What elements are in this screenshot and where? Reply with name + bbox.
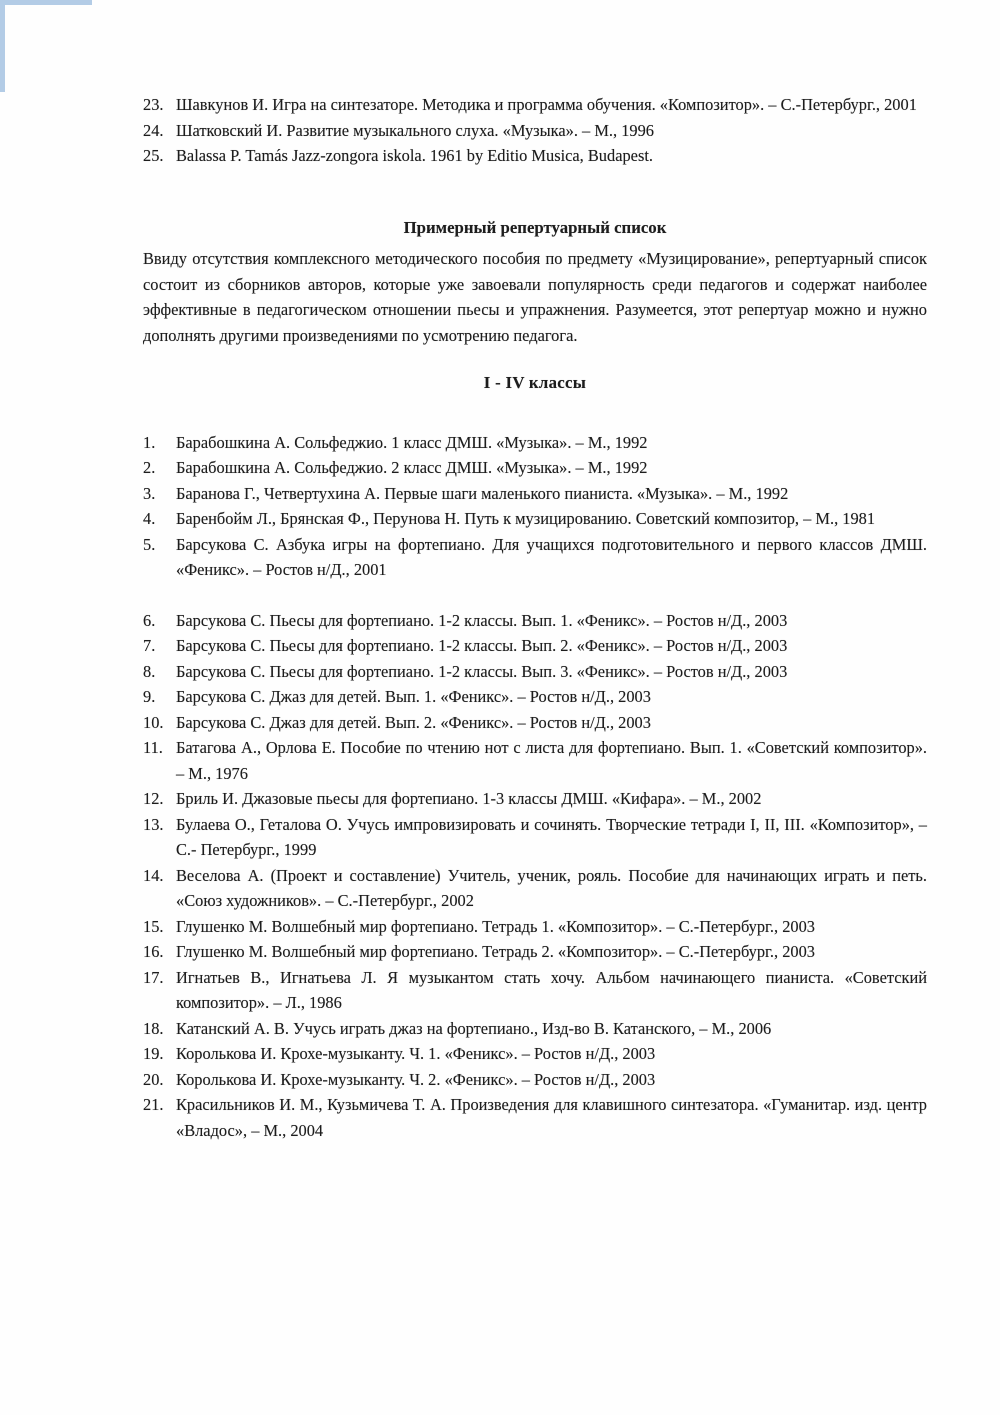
list-item-number: 12. (143, 789, 164, 808)
list-item (143, 532, 927, 583)
list-item-text: Барсукова С. Азбука игры на фортепиано. Для учащихся подготовительного и первого классов ДМШ. «Феникс». – Ростов н/Д., 2001 (176, 534, 927, 579)
list-item-text: Шавкунов И. Игра на синтезаторе. Методика и программа обучения. «Композитор». – С.-Петербург., 2001 (176, 95, 917, 114)
list-item (143, 608, 927, 634)
grade-range-heading: I - IV классы (483, 373, 587, 392)
repertoire-list-grades-1-4 (143, 430, 927, 1144)
list-item-number: 6. (143, 610, 156, 630)
list-item-text: Катанский А. В. Учусь играть джаз на фортепиано., Изд-во В. Катанского, – М., 2006 (176, 1018, 772, 1038)
list-item-text: Глушенко М. Волшебный мир фортепиано. Тетрадь 2. «Композитор». – С.-Петербург., 2003 (176, 942, 815, 961)
list-item (143, 914, 927, 940)
list-item-text: Королькова И. Крохе-музыканту. Ч. 1. «Феникс». – Ростов н/Д., 2003 (176, 1044, 656, 1063)
list-item (143, 92, 927, 118)
list-item-text: Батагова А., Орлова Е. Пособие по чтению нот с листа для фортепиано. Вып. 1. «Советский композитор». – М., 1976 (176, 738, 927, 783)
list-item (143, 430, 927, 456)
bibliography-list-items-23-25 (143, 92, 927, 169)
list-item (143, 1041, 927, 1067)
list-item-text: Булаева О., Геталова О. Учусь импровизировать и сочинять. Творческие тетради I, II, III. «Композитор», – С.- Петербург., 1999 (176, 814, 927, 859)
list-item-text: Глушенко М. Волшебный мир фортепиано. Тетрадь 1. «Композитор». – С.-Петербург., 2003 (176, 916, 815, 936)
list-item (143, 710, 927, 736)
list-item (143, 633, 927, 659)
list-item-text: Барсукова С. Пьесы для фортепиано. 1-2 классы. Вып. 1. «Феникс». – Ростов н/Д., 2003 (176, 610, 788, 630)
list-item-text: Барабошкина А. Сольфеджио. 1 класс ДМШ. «Музыка». – М., 1992 (176, 432, 648, 452)
list-item (143, 786, 927, 812)
list-item (143, 863, 927, 914)
list-item (143, 684, 927, 710)
list-item-text: Balassa P. Tamás Jazz-zongora iskola. 1961 by Editio Musica, Budapest. (176, 146, 653, 165)
list-item-text: Бриль И. Джазовые пьесы для фортепиано. 1-3 классы ДМШ. «Кифара». – М., 2002 (176, 789, 762, 808)
repertoire-section-heading: Примерный репертуарный список (403, 217, 667, 237)
list-item (143, 1092, 927, 1143)
list-item-text: Барсукова С. Пьесы для фортепиано. 1-2 классы. Вып. 3. «Феникс». – Ростов н/Д., 2003 (176, 661, 788, 681)
list-item-text: Барсукова С. Джаз для детей. Вып. 1. «Феникс». – Ростов н/Д., 2003 (176, 687, 651, 706)
list-item-number: 15. (143, 916, 164, 936)
list-item-number: 20. (143, 1069, 164, 1089)
list-item (143, 659, 927, 685)
list-item-number: 14. (143, 865, 164, 885)
list-item-number: 2. (143, 458, 156, 477)
list-item (143, 455, 927, 481)
list-item-text: Баранова Г., Четвертухина А. Первые шаги маленького пианиста. «Музыка». – М., 1992 (176, 483, 789, 503)
list-item-text: Веселова А. (Проект и составление) Учитель, ученик, рояль. Пособие для начинающих играть и петь. «Союз художников». – С.-Петербург., 2002 (176, 865, 927, 910)
page-content (143, 92, 927, 1143)
list-item-number: 16. (143, 942, 164, 961)
list-item-number: 1. (143, 432, 156, 452)
list-item-text: Королькова И. Крохе-музыканту. Ч. 2. «Феникс». – Ростов н/Д., 2003 (176, 1069, 656, 1089)
list-item (143, 118, 927, 144)
list-item-number: 19. (143, 1044, 164, 1063)
list-item-number: 21. (143, 1095, 164, 1114)
scan-corner-mark-vertical (0, 0, 5, 92)
list-item-number: 9. (143, 687, 156, 706)
list-item-number: 23. (143, 95, 164, 114)
list-item (143, 143, 927, 169)
list-item (143, 965, 927, 1016)
list-item-number: 8. (143, 661, 156, 681)
list-item (143, 735, 927, 786)
list-item (143, 812, 927, 863)
list-item-number: 17. (143, 967, 164, 987)
list-item-text: Шатковский И. Развитие музыкального слуха. «Музыка». – М., 1996 (176, 120, 654, 140)
list-item-text: Баренбойм Л., Брянская Ф., Перунова Н. Путь к музицированию. Советский композитор, – М., 1981 (176, 509, 876, 528)
list-item-text: Игнатьев В., Игнатьева Л. Я музыкантом стать хочу. Альбом начинающего пианиста. «Советский композитор». – Л., 1986 (176, 967, 927, 1012)
list-item-text: Красильников И. М., Кузьмичева Т. А. Произведения для клавишного синтезатора. «Гуманитар. изд. центр «Владос», – М., 2004 (176, 1095, 927, 1140)
list-item (143, 1067, 927, 1093)
list-item (143, 939, 927, 965)
scan-corner-mark-horizontal (0, 0, 92, 5)
list-item-number: 5. (143, 534, 156, 554)
list-item-number: 10. (143, 712, 164, 732)
list-item-number: 13. (143, 814, 164, 834)
list-item-number: 24. (143, 120, 164, 140)
list-item-number: 18. (143, 1018, 164, 1038)
list-item-text: Барсукова С. Пьесы для фортепиано. 1-2 классы. Вып. 2. «Феникс». – Ростов н/Д., 2003 (176, 636, 788, 655)
list-item-text: Барсукова С. Джаз для детей. Вып. 2. «Феникс». – Ростов н/Д., 2003 (176, 712, 651, 732)
intro-paragraph: Ввиду отсутствия комплексного методического пособия по предмету «Музицирование», репертуарный список состоит из сборников авторов, которые уже завоевали популярность среди педагогов и содержат наиболее эффективные в педагогическом отношении пьесы и упражнения. Разумеется, этот репертуар можно и нужно дополнять другими произведениями по усмотрению педагога. (143, 249, 927, 345)
list-item-number: 7. (143, 636, 156, 655)
list-item (143, 1016, 927, 1042)
list-item-number: 25. (143, 146, 164, 165)
list-item-number: 4. (143, 509, 156, 528)
list-item-text: Барабошкина А. Сольфеджио. 2 класс ДМШ. «Музыка». – М., 1992 (176, 458, 648, 477)
list-item (143, 506, 927, 532)
list-item-number: 3. (143, 483, 156, 503)
list-item (143, 481, 927, 507)
list-item-number: 11. (143, 738, 163, 757)
